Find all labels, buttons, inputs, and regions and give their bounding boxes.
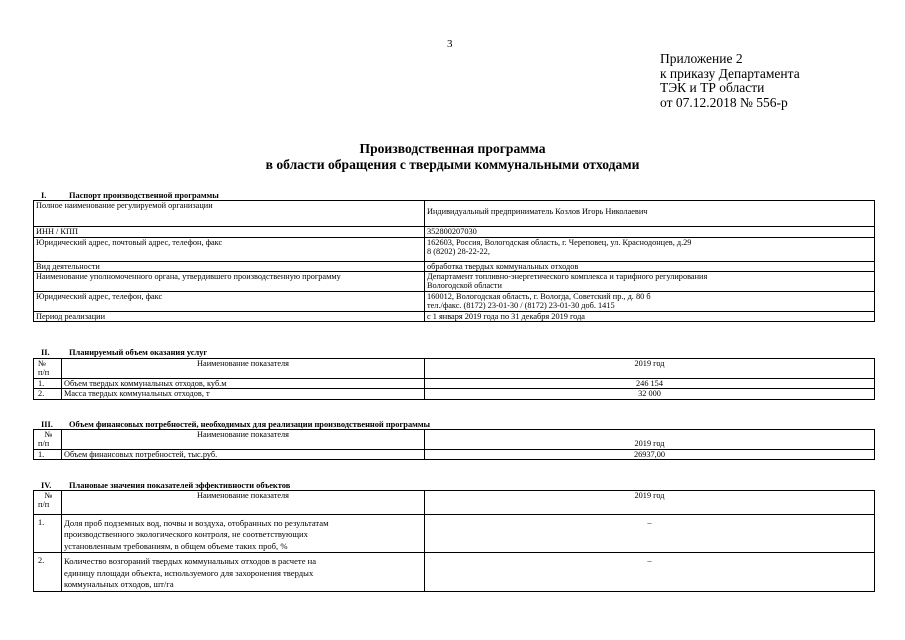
table-header-row (34, 430, 875, 450)
table-header-row (34, 359, 875, 379)
table-cell: Юридический адрес, почтовый адрес, телефон, факс (34, 237, 425, 261)
cell-line: Доля проб подземных вод, почвы и воздуха, отобранных по результатам (64, 517, 329, 528)
table-header-cell (34, 491, 62, 515)
services-table (33, 358, 875, 400)
table-cell: Масса твердых коммунальных отходов, т (62, 389, 425, 399)
header-text: № (44, 430, 53, 439)
section-number: IV. (41, 481, 52, 490)
appendix-line: Приложение 2 (660, 51, 743, 66)
cell-value: Индивидуальный предприниматель Козлов Игорь Николаевич (427, 207, 648, 216)
section-heading (33, 481, 290, 490)
table-cell: Период реализации (34, 311, 425, 321)
cell-value: 160012, Вологодская область, г. Вологда, Советский пр., д. 80 б (427, 291, 651, 301)
table-cell: 352800207030 (425, 227, 875, 237)
table-header-cell (425, 430, 875, 450)
table-cell: Объем твердых коммунальных отходов, куб.м (62, 378, 425, 388)
table-cell: 2. (34, 389, 62, 399)
section-number: I. (41, 191, 47, 200)
table-cell: ИНН / КПП (34, 227, 425, 237)
cell-line: Количество возгораний твердых коммунальных отходов в расчете на (64, 556, 317, 567)
cell-value: 162603, Россия, Вологодская область, г. Череповец, ул. Краснодонцев, д.29 (427, 237, 692, 247)
table-row (34, 389, 875, 399)
section-title: Паспорт производственной программы (69, 191, 219, 200)
efficiency-table (33, 490, 875, 592)
passport-table (33, 200, 875, 322)
cell-value: тел./факс. (8172) 23-01-30 / (8172) 23-01-30 доб. 1415 (427, 301, 615, 311)
page-number: 3 (447, 38, 453, 50)
table-header-row (34, 491, 875, 515)
table-cell (62, 514, 425, 553)
cell-line: единицу площади объекта, используемого для захоронения твердых (64, 567, 314, 578)
table-cell: – (425, 553, 875, 592)
section-title: Плановые значения показателей эффективности объектов (69, 481, 291, 490)
cell-value: Вологодской области (427, 281, 502, 291)
table-cell: 1. (34, 514, 62, 553)
table-header-cell: 2019 год (425, 359, 875, 379)
table-row (34, 201, 875, 227)
appendix-line: к приказу Департамента (660, 65, 800, 81)
table-cell: Объем финансовых потребностей, тыс.руб. (62, 449, 425, 459)
table-cell: Наименование уполномоченного органа, утвердившего производственную программу (34, 272, 425, 292)
table-cell: 1. (34, 378, 62, 388)
header-text: п/п (38, 439, 50, 449)
table-cell: Полное наименование регулируемой организации (34, 201, 425, 227)
cell-line: производственного экологического контроля, не соответствующих (64, 529, 308, 540)
table-cell: 26937,00 (425, 449, 875, 459)
header-text: п/п (38, 368, 50, 378)
table-row (34, 237, 875, 261)
table-row (34, 272, 875, 292)
table-cell (62, 553, 425, 592)
table-header-cell: Наименование показателя (62, 491, 425, 515)
section-title: Планируемый объем оказания услуг (69, 348, 208, 357)
table-cell: – (425, 514, 875, 553)
table-row (34, 449, 875, 459)
table-header-cell (34, 359, 62, 379)
appendix-line: ТЭК и ТР области (660, 80, 765, 96)
table-header-cell: 2019 год (425, 491, 875, 515)
appendix-line: от 07.12.2018 № 556-р (660, 94, 788, 110)
table-header-cell (34, 430, 62, 450)
table-cell: Юридический адрес, телефон, факс (34, 291, 425, 311)
section-title: Объем финансовых потребностей, необходимых для реализации производственной программы (69, 420, 431, 429)
table-row (34, 553, 875, 592)
cell-value: 8 (8202) 28-22-22, (427, 247, 490, 257)
table-cell: Вид деятельности (34, 261, 425, 271)
section-number: III. (41, 420, 53, 429)
table-row (34, 261, 875, 271)
table-header-cell: Наименование показателя (62, 430, 425, 450)
table-row (34, 378, 875, 388)
section-heading (33, 348, 207, 357)
financial-table (33, 429, 875, 460)
cell-line: установленным требованиям, в общем объеме таких проб, % (64, 540, 288, 551)
table-cell: 246 154 (425, 378, 875, 388)
cell-value: Департамент топливно-энергетического комплекса и тарифного регулирования (427, 272, 708, 282)
document-title (0, 141, 905, 172)
appendix-block (660, 52, 800, 110)
table-cell (425, 237, 875, 261)
table-cell: обработка твердых коммунальных отходов (425, 261, 875, 271)
table-cell (425, 201, 875, 227)
table-cell: 2. (34, 553, 62, 592)
table-cell (425, 291, 875, 311)
title-line: Производственная программа (359, 141, 546, 156)
table-row (34, 514, 875, 553)
section-heading (33, 191, 219, 200)
table-row (34, 227, 875, 237)
header-text: 2019 год (634, 439, 665, 449)
section-heading (33, 420, 430, 429)
section-number: II. (41, 348, 50, 357)
table-cell: 32 000 (425, 389, 875, 399)
header-text: № (44, 491, 53, 500)
table-row (34, 291, 875, 311)
table-cell: с 1 января 2019 года по 31 декабря 2019 года (425, 311, 875, 321)
table-cell: 1. (34, 449, 62, 459)
table-header-cell: Наименование показателя (62, 359, 425, 379)
table-cell (425, 272, 875, 292)
table-row (34, 311, 875, 321)
header-text: № (38, 359, 46, 368)
header-text: п/п (38, 500, 50, 510)
cell-line: коммунальных отходов, шт/га (64, 579, 174, 590)
title-line: в области обращения с твердыми коммунальными отходами (265, 156, 640, 172)
